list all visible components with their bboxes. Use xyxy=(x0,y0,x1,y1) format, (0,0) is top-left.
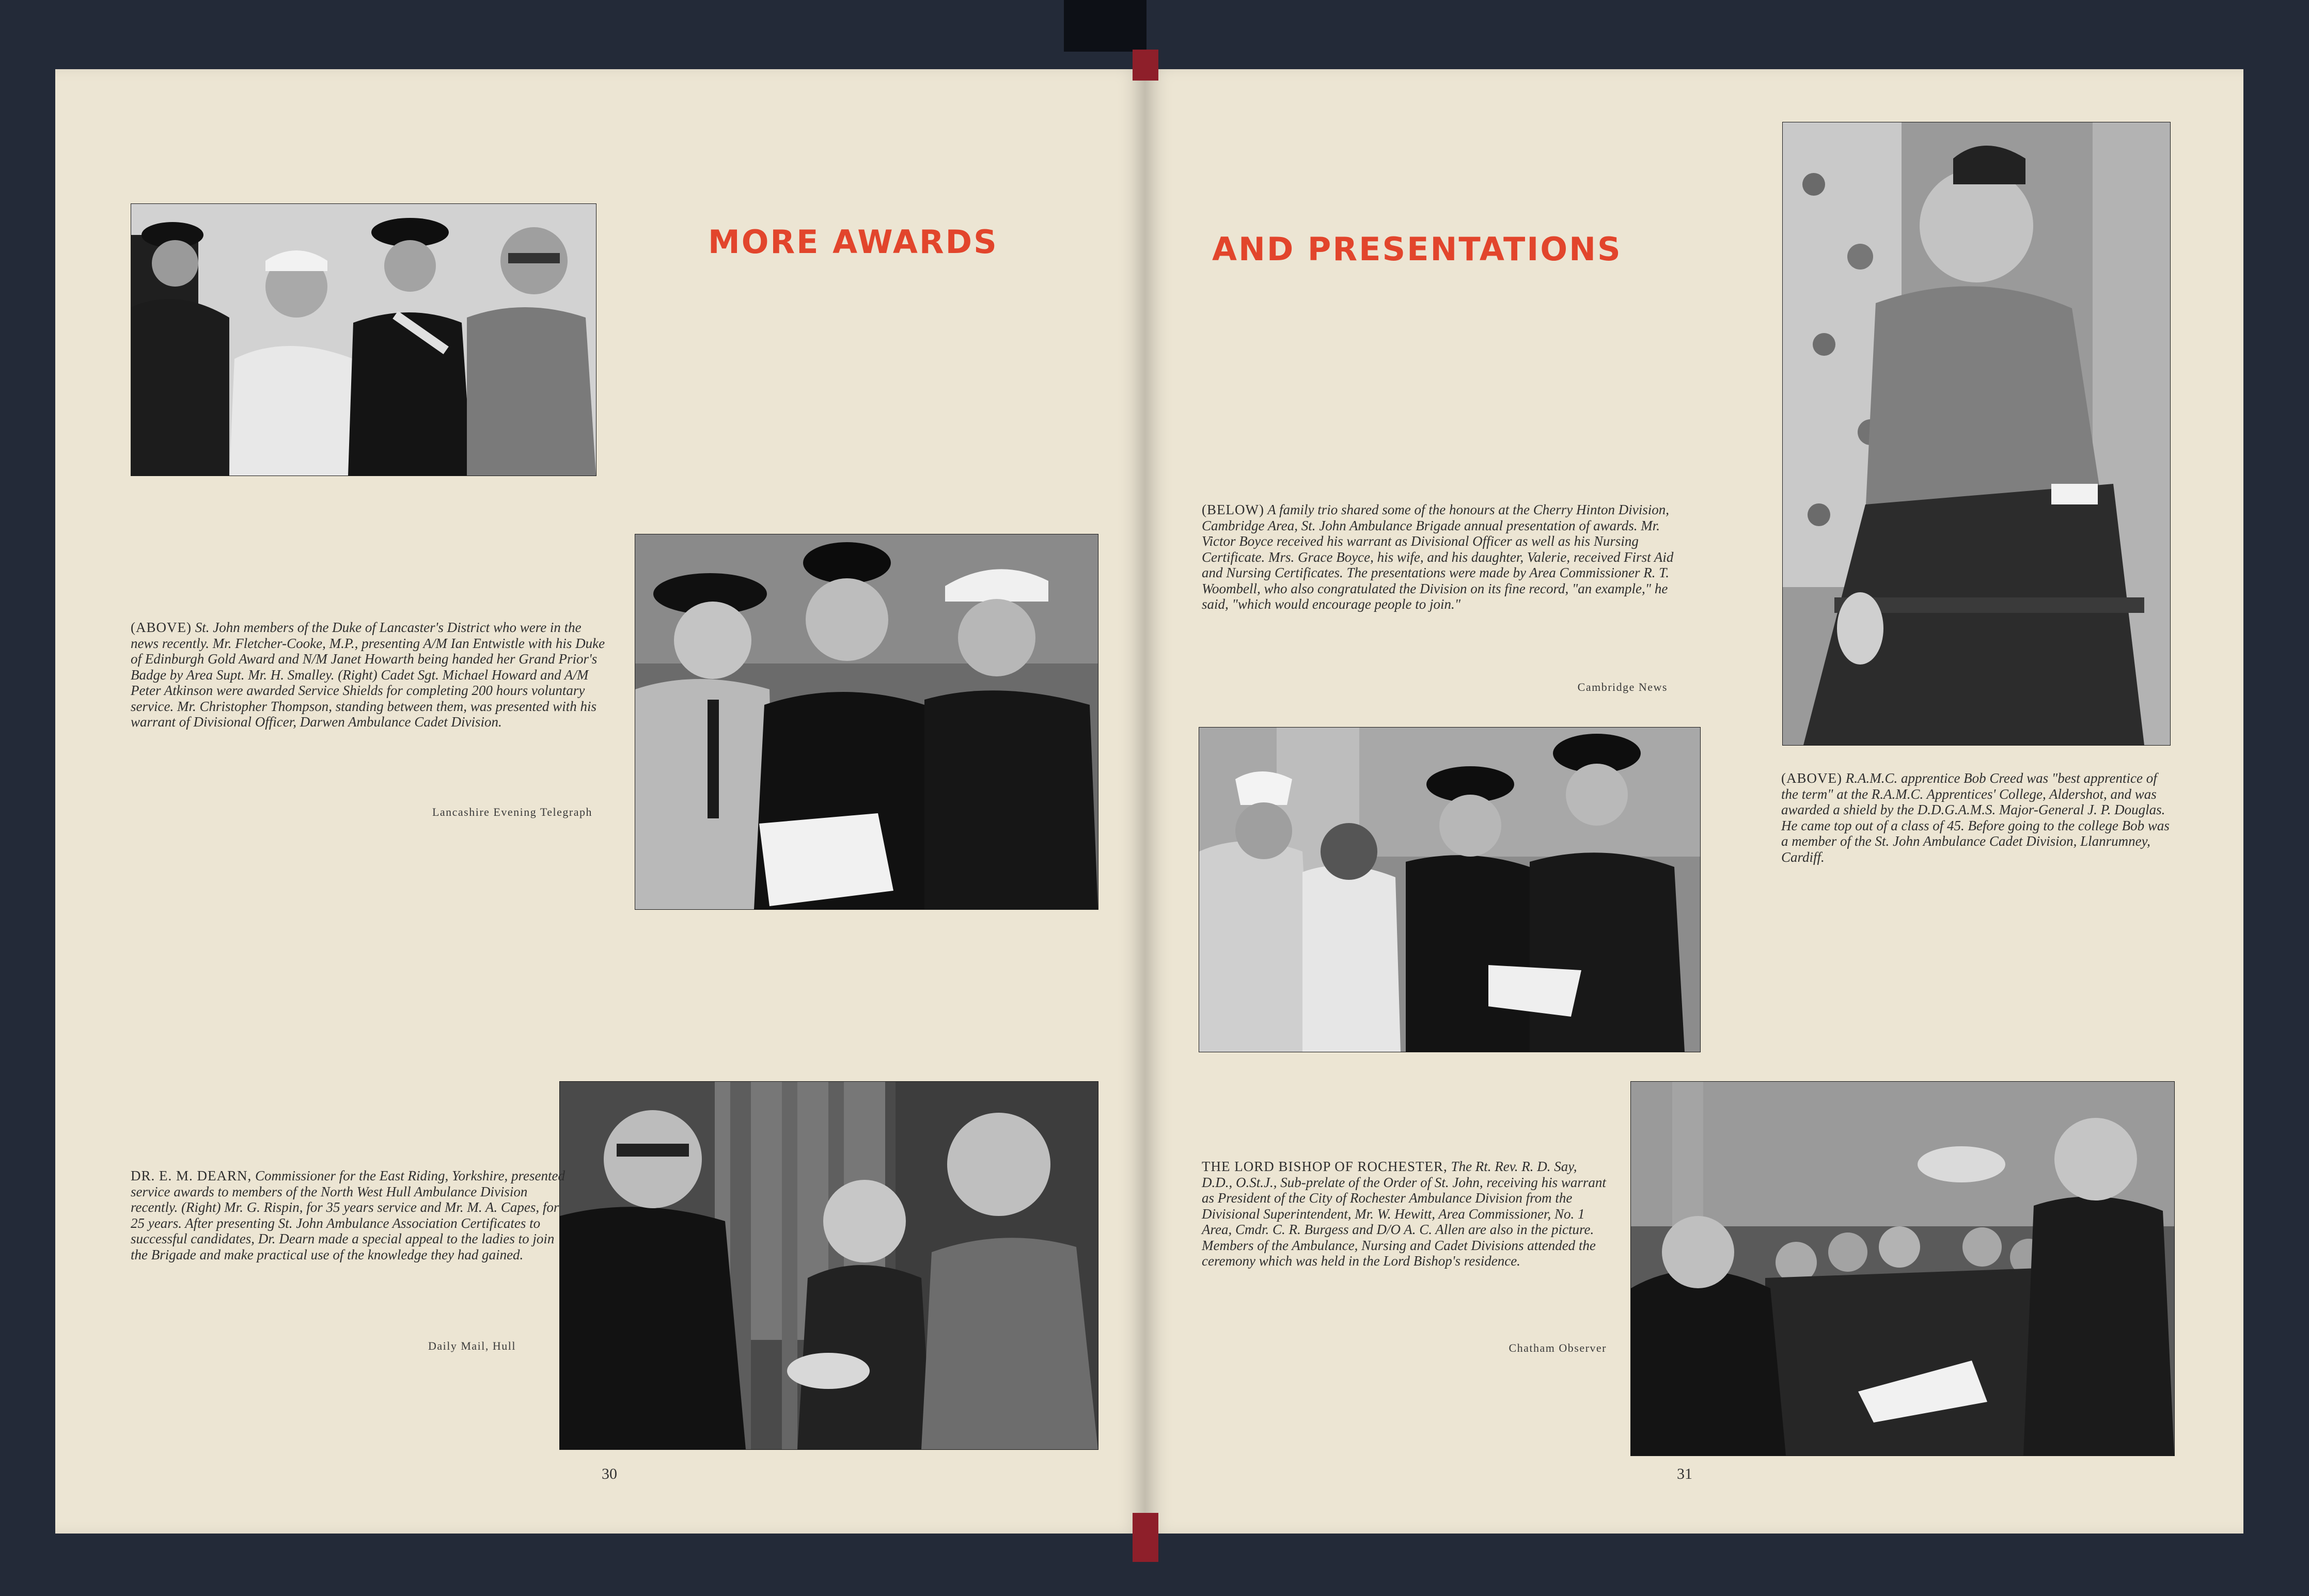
caption-family-trio-text: A family trio shared some of the honours at the Cherry Hinton Division, Cambridge Area, St. John Ambulance Brigade annual presentation of awards. Mr. Victor Boyce received his warrant as Divisional Officer as well as his Nursing Certificate. Mrs. Grace Boyce, his wife, and his daughter, Valerie, received First Aid and Nursing Certificates. The presentations were made by Area Commissioner R. T. Woombell, who also congratulated the Division on its fine record, "an example," he said, "which would encourage people to join." xyxy=(1202,502,1674,612)
bookmark-ribbon-bottom xyxy=(1133,1513,1158,1562)
caption-lancaster xyxy=(131,620,611,730)
left-heading: MORE AWARDS xyxy=(708,223,998,261)
page-number-right: 31 xyxy=(1677,1465,1692,1482)
caption-bishop-lead: THE LORD BISHOP OF ROCHESTER, xyxy=(1202,1159,1448,1174)
caption-family-trio xyxy=(1202,502,1682,612)
right-page xyxy=(1145,69,2243,1534)
caption-bob-creed-text: R.A.M.C. apprentice Bob Creed was "best apprentice of the term" at the R.A.M.C. Apprentices' College, Aldershot, and was awarded a shield by the D.D.G.A.M.S. Major-General J. P. Douglas. He came top out of a class of 45. Before going to the college Bob was a member of the St. John Ambulance Cadet Division, Llanrumney, Cardiff. xyxy=(1781,770,2170,865)
caption-bishop xyxy=(1202,1159,1610,1269)
right-heading: AND PRESENTATIONS xyxy=(1212,230,1622,268)
credit-cambridge-news: Cambridge News xyxy=(1577,681,1668,693)
caption-family-trio-lead: (BELOW) xyxy=(1202,502,1264,517)
credit-daily-mail-hull: Daily Mail, Hull xyxy=(428,1339,516,1352)
photo-dearn-awards xyxy=(559,1081,1098,1450)
photo-bob-creed xyxy=(1782,122,2171,746)
photo-cherry-hinton xyxy=(1199,727,1701,1052)
bookmark-ribbon-top xyxy=(1133,50,1158,81)
spine-shadow xyxy=(1064,0,1146,52)
photo-cadet-shields xyxy=(635,534,1098,910)
credit-chatham-observer: Chatham Observer xyxy=(1509,1341,1607,1354)
caption-dearn-text: Commissioner for the East Riding, Yorkshire, presented service awards to members of the North West Hull Ambulance Division recently. (Right) Mr. G. Rispin, for 35 years service and Mr. M. A. Capes, for 25 years. After presenting St. John Ambulance Association Certificates to successful candidates, Dr. Dearn made a special appeal to the ladies to join the Brigade and make practical use of the knowledge they had gained. xyxy=(131,1168,566,1262)
caption-bob-creed-lead: (ABOVE) xyxy=(1781,770,1842,786)
caption-dearn xyxy=(131,1168,575,1262)
credit-lancashire-evening-telegraph: Lancashire Evening Telegraph xyxy=(432,805,592,818)
caption-bishop-text: The Rt. Rev. R. D. Say, D.D., O.St.J., Sub-prelate of the Order of St. John, receiving his warrant as President of the City of Rochester Ambulance Division from the Divisional Superintendent, Mr. W. Hewitt, Area Commissioner, No. 1 Area, Cmdr. C. R. Burgess and D/O A. C. Allen are also in the picture. Members of the Ambulance, Nursing and Cadet Divisions attended the ceremony which was held in the Lord Bishop's residence. xyxy=(1202,1159,1606,1269)
caption-lancaster-text: St. John members of the Duke of Lancaster's District who were in the news recently. Mr. Fletcher-Cooke, M.P., presenting A/M Ian Entwistle with his Duke of Edinburgh Gold Award and N/M Janet Howarth being handed her Grand Prior's Badge by Area Supt. Mr. H. Smalley. (Right) Cadet Sgt. Michael Howard and A/M Peter Atkinson were awarded Service Shields for completing 200 hours voluntary service. Mr. Christopher Thompson, standing between them, was presented with his warrant of Divisional Officer, Darwen Ambulance Cadet Division. xyxy=(131,620,605,730)
left-page xyxy=(55,69,1145,1534)
photo-bishop-rochester xyxy=(1630,1081,2175,1456)
photo-four-members xyxy=(131,203,596,476)
caption-lancaster-lead: (ABOVE) xyxy=(131,620,192,635)
caption-dearn-lead: DR. E. M. DEARN, xyxy=(131,1168,252,1183)
page-number-left: 30 xyxy=(602,1465,617,1482)
caption-bob-creed xyxy=(1781,770,2174,865)
